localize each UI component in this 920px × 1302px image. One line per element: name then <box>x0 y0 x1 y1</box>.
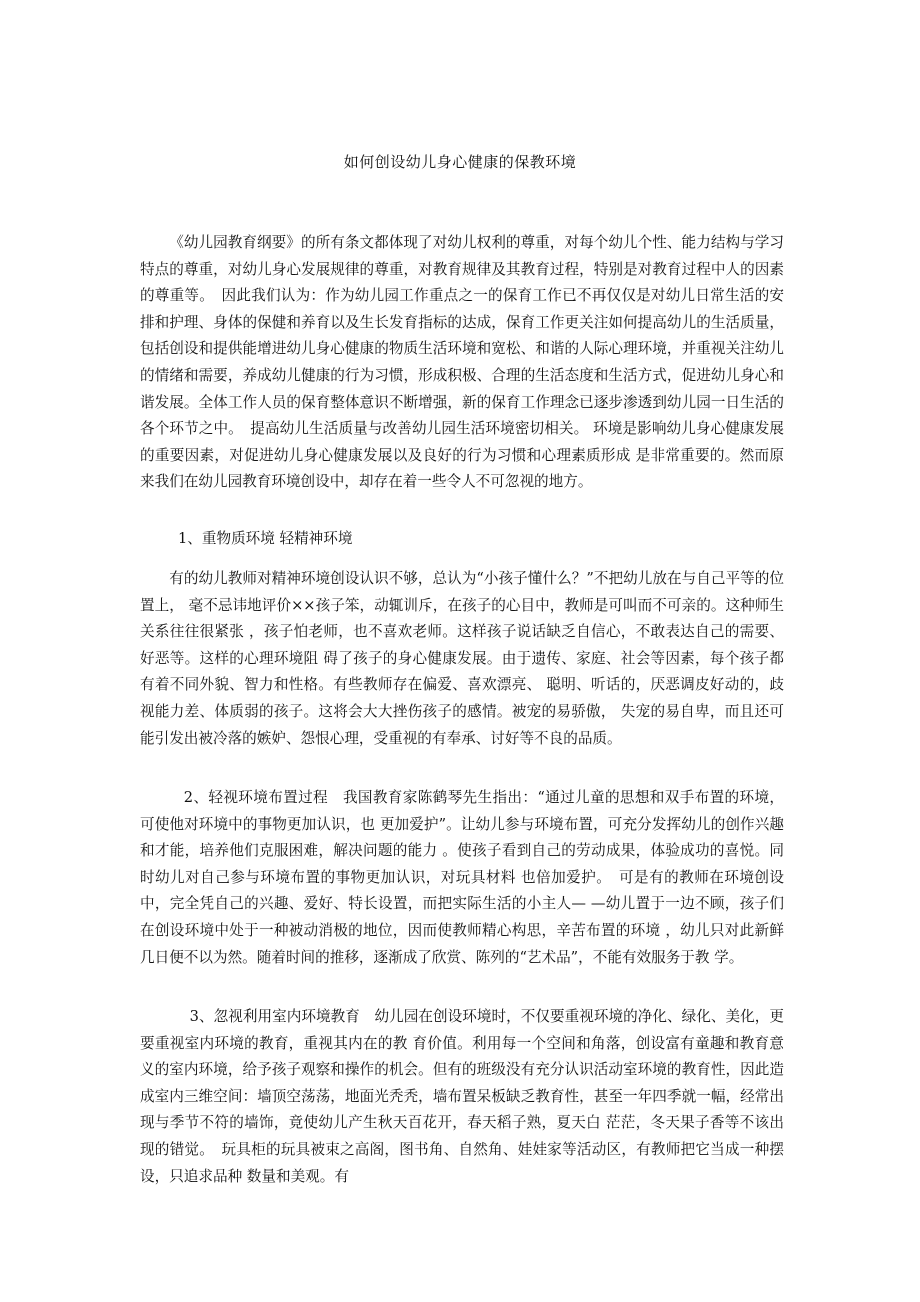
paragraph-section-1: 有的幼儿教师对精神环境创设认识不够，总认为“小孩子懂什么？”不把幼儿放在与自己平等的位置上， 毫不忌讳地评价××孩子笨，动辄训斥，在孩子的心目中，教师是可叫而不可亲的。这种师生关系往往很紧张 ，孩子怕老师，也不喜欢老师。这样孩子说话缺乏自信心，不敢表达自己的需要、好恶等。这样的心理环境阻 碍了孩子的身心健康发展。由于遗传、家庭、社会等因素，每个孩子都有着不同外貌、智力和性格。有些教师存在偏爱、喜欢漂亮、 聪明、听话的，厌恶调皮好动的，歧视能力差、体质弱的孩子。这将会大大挫伤孩子的感情。被宠的易骄傲， 失宠的易自卑，而且还可能引发出被冷落的嫉妒、怨恨心理，受重视的有奉承、讨好等不良的品质。 <box>140 570 784 747</box>
section-heading-1: 1、重物质环境 轻精神环境 <box>178 530 353 547</box>
document-title: 如何创设幼儿身心健康的保教环境 <box>343 153 577 171</box>
paragraph-intro: 《幼儿园教育纲要》的所有条文都体现了对幼儿权利的尊重，对每个幼儿个性、能力结构与学习特点的尊重，对幼儿身心发展规律的尊重，对教育规律及其教育过程，特别是对教育过程中人的因素的尊重等。 因此我们认为：作为幼儿园工作重点之一的保育工作已不再仅仅是对幼儿日常生活的安排和护理、身体的保健和养育以及生长发育指标的达成，保育工作更关注如何提高幼儿的生活质量，包括创设和提供能增进幼儿身心健康的物质生活环境和宽松、和谐的人际心理环境，并重视关注幼儿的情绪和需要，养成幼儿健康的行为习惯，形成积极、合理的生活态度和生活方式，促进幼儿身心和谐发展。全体工作人员的保育整体意识不断增强，新的保育工作理念已逐步渗透到幼儿园一日生活的各个环节之中。 提高幼儿生活质量与改善幼儿园生活环境密切相关。 环境是影响幼儿身心健康发展的重要因素，对促进幼儿身心健康发展以及良好的行为习惯和心理素质形成 是非常重要的。然而原来我们在幼儿园教育环境创设中，却存在着一些令人不可忽视的地方。 <box>140 234 784 491</box>
paragraph-section-2: 2、轻视环境布置过程 我国教育家陈鹤琴先生指出：“通过儿童的思想和双手布置的环境，可使他对环境中的事物更加认识，也 更加爱护”。让幼儿参与环境布置，可充分发挥幼儿的创作兴趣和才能，培养他们克服困难，解决问题的能力 。使孩子看到自己的劳动成果，体验成功的喜悦。同时幼儿对自己参与环境布置的事物更加认识，对玩具材料 也倍加爱护。 可是有的教师在环境创设中，完全凭自己的兴趣、爱好、特长设置，而把实际生活的小主人— —幼儿置于一边不顾，孩子们在创设环境中处于一种被动消极的地位，因而使教师精心构思，辛苦布置的环境 ，幼儿只对此新鲜几日便不以为然。随着时间的推移，逐渐成了欣赏、陈列的“艺术品”，不能有效服务于教 学。 <box>140 789 784 966</box>
paragraph-section-3: 3、忽视利用室内环境教育 幼儿园在创设环境时，不仅要重视环境的净化、绿化、美化，更要重视室内环境的教育，重视其内在的教 育价值。利用每一个空间和角落，创设富有童趣和教育意义的室内环境，给予孩子观察和操作的机会。但有的班级没有充分认识活动室环境的教育性，因此造成室内三维空间：墙顶空荡荡，地面光秃秃，墙布置呆板缺乏教育性，甚至一年四季就一幅，经常出现与季节不符的墙饰，竟使幼儿产生秋天百花开，春天稻子熟，夏天白 茫茫，冬天果子香等不该出现的错觉。 玩具柜的玩具被束之高阁，图书角、自然角、娃娃家等活动区，有教师把它当成一种摆设，只追求品种 数量和美观。有 <box>140 1008 784 1185</box>
